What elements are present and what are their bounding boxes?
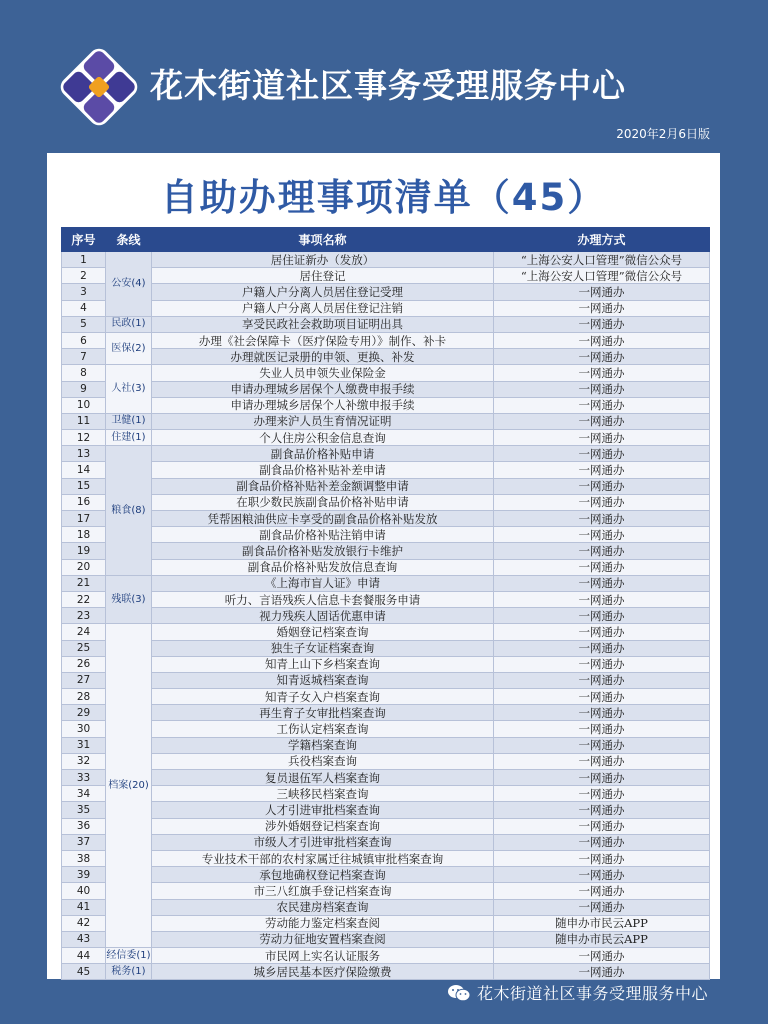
row-item-name: 凭帮困粮油供应卡享受的副食品价格补贴发放 [152, 511, 494, 527]
table-row [62, 446, 710, 462]
row-item-name: 户籍人户分离人员居住登记受理 [152, 284, 494, 300]
table-row [62, 527, 710, 543]
items-table [61, 227, 710, 980]
row-method: 一网通办 [494, 511, 710, 527]
row-department: 税务(1) [106, 964, 152, 980]
row-method: 一网通办 [494, 591, 710, 607]
row-method: 一网通办 [494, 753, 710, 769]
row-method: 一网通办 [494, 300, 710, 316]
row-item-name: 知青上山下乡档案查询 [152, 656, 494, 672]
column-header-seq: 序号 [62, 228, 106, 252]
row-seq: 1 [62, 252, 106, 268]
table-row [62, 753, 710, 769]
table-row [62, 850, 710, 866]
row-method: 一网通办 [494, 284, 710, 300]
row-department: 住建(1) [106, 430, 152, 446]
table-row [62, 721, 710, 737]
row-item-name: 办理就医记录册的申领、更换、补发 [152, 349, 494, 365]
row-seq: 31 [62, 737, 106, 753]
row-method: 一网通办 [494, 397, 710, 413]
table-row [62, 494, 710, 510]
table-row [62, 284, 710, 300]
row-seq: 36 [62, 818, 106, 834]
row-seq: 3 [62, 284, 106, 300]
row-method: 一网通办 [494, 494, 710, 510]
checklist-sheet [47, 153, 720, 979]
table-row [62, 834, 710, 850]
row-department: 公安(4) [106, 252, 152, 317]
table-row [62, 867, 710, 883]
table-row [62, 672, 710, 688]
row-seq: 42 [62, 915, 106, 931]
row-method: 一网通办 [494, 964, 710, 980]
table-row [62, 640, 710, 656]
row-department: 经信委(1) [106, 948, 152, 964]
table-row [62, 915, 710, 931]
row-department: 残联(3) [106, 575, 152, 624]
table-row [62, 543, 710, 559]
row-seq: 41 [62, 899, 106, 915]
row-method: 一网通办 [494, 527, 710, 543]
row-item-name: 申请办理城乡居保个人补缴申报手续 [152, 397, 494, 413]
footer-text: 花木街道社区事务受理服务中心 [477, 984, 709, 1003]
row-method: 一网通办 [494, 640, 710, 656]
row-seq: 4 [62, 300, 106, 316]
row-method: 一网通办 [494, 867, 710, 883]
table-row [62, 300, 710, 316]
row-seq: 23 [62, 608, 106, 624]
table-row [62, 252, 710, 268]
column-header-method: 办理方式 [494, 228, 710, 252]
row-seq: 13 [62, 446, 106, 462]
row-item-name: 知青返城档案查询 [152, 672, 494, 688]
row-method: 一网通办 [494, 446, 710, 462]
table-row [62, 608, 710, 624]
row-department: 档案(20) [106, 624, 152, 948]
wechat-icon [447, 984, 471, 1002]
row-method: 一网通办 [494, 478, 710, 494]
table-row [62, 899, 710, 915]
table-row [62, 656, 710, 672]
row-item-name: 听力、言语残疾人信息卡套餐服务申请 [152, 591, 494, 607]
table-row [62, 381, 710, 397]
row-method: 一网通办 [494, 624, 710, 640]
row-item-name: 办理《社会保障卡（医疗保险专用）》制作、补卡 [152, 332, 494, 348]
row-item-name: 劳动能力鉴定档案查阅 [152, 915, 494, 931]
table-row [62, 964, 710, 980]
row-item-name: 农民建房档案查询 [152, 899, 494, 915]
organization-name: 花木街道社区事务受理服务中心 [150, 66, 626, 105]
row-seq: 37 [62, 834, 106, 850]
row-method: 一网通办 [494, 948, 710, 964]
row-item-name: 专业技术干部的农村家属迁往城镇审批档案查询 [152, 850, 494, 866]
table-row [62, 802, 710, 818]
row-item-name: 市民网上实名认证服务 [152, 948, 494, 964]
row-seq: 7 [62, 349, 106, 365]
row-seq: 40 [62, 883, 106, 899]
row-seq: 39 [62, 867, 106, 883]
table-row [62, 624, 710, 640]
row-item-name: 知青子女入户档案查询 [152, 689, 494, 705]
table-row [62, 430, 710, 446]
row-method: “上海公安人口管理”微信公众号 [494, 268, 710, 284]
row-seq: 20 [62, 559, 106, 575]
row-department: 卫健(1) [106, 413, 152, 429]
table-row [62, 575, 710, 591]
row-method: 一网通办 [494, 834, 710, 850]
table-row [62, 413, 710, 429]
row-seq: 9 [62, 381, 106, 397]
row-item-name: 副食品价格补贴申请 [152, 446, 494, 462]
row-item-name: 承包地确权登记档案查询 [152, 867, 494, 883]
row-seq: 32 [62, 753, 106, 769]
row-method: 一网通办 [494, 462, 710, 478]
row-seq: 45 [62, 964, 106, 980]
row-method: 一网通办 [494, 381, 710, 397]
row-item-name: 涉外婚姻登记档案查询 [152, 818, 494, 834]
row-seq: 11 [62, 413, 106, 429]
row-item-name: 视力残疾人固话优惠申请 [152, 608, 494, 624]
row-item-name: 《上海市盲人证》申请 [152, 575, 494, 591]
row-method: 一网通办 [494, 770, 710, 786]
row-method: 一网通办 [494, 430, 710, 446]
row-seq: 29 [62, 705, 106, 721]
row-seq: 27 [62, 672, 106, 688]
row-item-name: 申请办理城乡居保个人缴费申报手续 [152, 381, 494, 397]
table-row [62, 316, 710, 332]
row-item-name: 三峡移民档案查询 [152, 786, 494, 802]
row-seq: 21 [62, 575, 106, 591]
table-row [62, 737, 710, 753]
row-method: 一网通办 [494, 899, 710, 915]
row-method: 一网通办 [494, 705, 710, 721]
row-method: 一网通办 [494, 737, 710, 753]
row-item-name: 婚姻登记档案查询 [152, 624, 494, 640]
row-seq: 19 [62, 543, 106, 559]
table-row [62, 268, 710, 284]
row-seq: 15 [62, 478, 106, 494]
row-seq: 8 [62, 365, 106, 381]
row-item-name: 城乡居民基本医疗保险缴费 [152, 964, 494, 980]
table-row [62, 591, 710, 607]
row-seq: 16 [62, 494, 106, 510]
table-row [62, 786, 710, 802]
row-method: 一网通办 [494, 349, 710, 365]
row-department: 粮食(8) [106, 446, 152, 576]
table-row [62, 770, 710, 786]
row-item-name: 副食品价格补贴补差申请 [152, 462, 494, 478]
row-method: 一网通办 [494, 332, 710, 348]
row-seq: 25 [62, 640, 106, 656]
row-item-name: 副食品价格补贴补差金额调整申请 [152, 478, 494, 494]
row-item-name: 工伤认定档案查询 [152, 721, 494, 737]
row-seq: 28 [62, 689, 106, 705]
row-seq: 43 [62, 931, 106, 947]
version-date: 2020年2月6日版 [616, 127, 710, 141]
row-method: 一网通办 [494, 786, 710, 802]
list-title: 自助办理事项清单（45） [160, 176, 607, 219]
row-method: 随申办市民云APP [494, 915, 710, 931]
table-row [62, 511, 710, 527]
row-item-name: 独生子女证档案查询 [152, 640, 494, 656]
row-method: 随申办市民云APP [494, 931, 710, 947]
row-method: 一网通办 [494, 608, 710, 624]
row-method: 一网通办 [494, 802, 710, 818]
items-table-body [62, 252, 710, 980]
table-row [62, 349, 710, 365]
row-method: 一网通办 [494, 689, 710, 705]
row-item-name: 副食品价格补贴注销申请 [152, 527, 494, 543]
row-seq: 18 [62, 527, 106, 543]
table-row [62, 462, 710, 478]
row-method: 一网通办 [494, 559, 710, 575]
table-row [62, 559, 710, 575]
table-row [62, 948, 710, 964]
column-header-item: 事项名称 [152, 228, 494, 252]
row-method: 一网通办 [494, 818, 710, 834]
table-row [62, 478, 710, 494]
row-item-name: 副食品价格补贴发放信息查询 [152, 559, 494, 575]
row-item-name: 市级人才引进审批档案查询 [152, 834, 494, 850]
row-item-name: 市三八红旗手登记档案查询 [152, 883, 494, 899]
row-method: 一网通办 [494, 316, 710, 332]
row-method: 一网通办 [494, 656, 710, 672]
row-seq: 5 [62, 316, 106, 332]
row-seq: 26 [62, 656, 106, 672]
row-item-name: 再生育子女审批档案查询 [152, 705, 494, 721]
row-item-name: 居住证新办（发放） [152, 252, 494, 268]
row-item-name: 失业人员申领失业保险金 [152, 365, 494, 381]
row-seq: 6 [62, 332, 106, 348]
organization-logo-icon [56, 44, 142, 130]
row-method: 一网通办 [494, 543, 710, 559]
row-method: 一网通办 [494, 672, 710, 688]
table-row [62, 818, 710, 834]
row-item-name: 居住登记 [152, 268, 494, 284]
table-row [62, 365, 710, 381]
row-seq: 14 [62, 462, 106, 478]
row-seq: 10 [62, 397, 106, 413]
table-row [62, 931, 710, 947]
row-item-name: 享受民政社会救助项目证明出具 [152, 316, 494, 332]
table-row [62, 397, 710, 413]
row-item-name: 办理来沪人员生育情况证明 [152, 413, 494, 429]
row-method: 一网通办 [494, 575, 710, 591]
table-row [62, 883, 710, 899]
table-header-row [62, 228, 710, 252]
row-seq: 22 [62, 591, 106, 607]
row-item-name: 在职少数民族副食品价格补贴申请 [152, 494, 494, 510]
table-row [62, 332, 710, 348]
row-seq: 35 [62, 802, 106, 818]
row-seq: 17 [62, 511, 106, 527]
row-seq: 24 [62, 624, 106, 640]
row-department: 人社(3) [106, 365, 152, 414]
footer-watermark [447, 981, 708, 1004]
row-method: 一网通办 [494, 883, 710, 899]
row-method: 一网通办 [494, 721, 710, 737]
row-seq: 38 [62, 850, 106, 866]
row-seq: 2 [62, 268, 106, 284]
page-header [0, 0, 768, 152]
row-department: 民政(1) [106, 316, 152, 332]
row-item-name: 劳动力征地安置档案查阅 [152, 931, 494, 947]
row-seq: 30 [62, 721, 106, 737]
table-row [62, 705, 710, 721]
row-item-name: 复员退伍军人档案查询 [152, 770, 494, 786]
row-seq: 33 [62, 770, 106, 786]
column-header-line: 条线 [106, 228, 152, 252]
row-item-name: 兵役档案查询 [152, 753, 494, 769]
row-item-name: 个人住房公积金信息查询 [152, 430, 494, 446]
table-row [62, 689, 710, 705]
row-method: “上海公安人口管理”微信公众号 [494, 252, 710, 268]
row-item-name: 学籍档案查询 [152, 737, 494, 753]
row-method: 一网通办 [494, 365, 710, 381]
row-item-name: 户籍人户分离人员居住登记注销 [152, 300, 494, 316]
row-item-name: 副食品价格补贴发放银行卡维护 [152, 543, 494, 559]
row-item-name: 人才引进审批档案查询 [152, 802, 494, 818]
row-department: 医保(2) [106, 332, 152, 364]
row-seq: 12 [62, 430, 106, 446]
row-method: 一网通办 [494, 413, 710, 429]
row-method: 一网通办 [494, 850, 710, 866]
row-seq: 34 [62, 786, 106, 802]
row-seq: 44 [62, 948, 106, 964]
